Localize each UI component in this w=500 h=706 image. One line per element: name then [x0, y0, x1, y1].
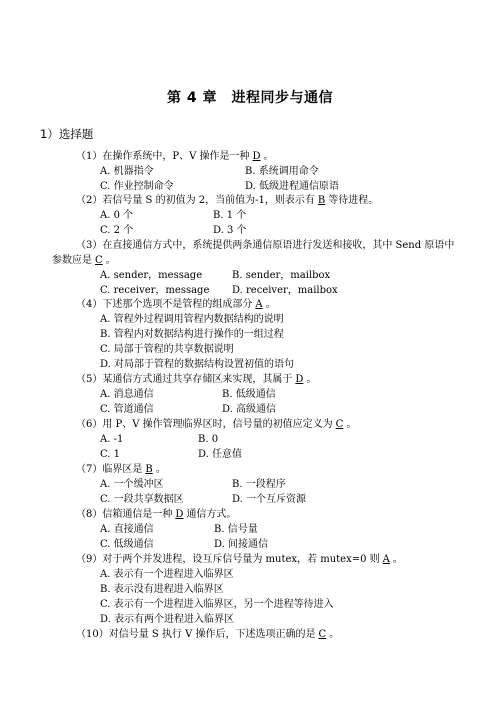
section-heading: 1）选择题 [40, 127, 94, 141]
question-9-option-b: B. 表示没有进程进入临界区 [100, 584, 224, 595]
question-1-answer: D [252, 151, 261, 162]
chapter-title: 第 4 章 进程同步与通信 [167, 90, 333, 106]
question-6-option-a: A. -1 [100, 434, 124, 445]
question-8-option-c: C. 低级通信 [100, 539, 154, 550]
question-1-option-c: C. 作业控制命令 [100, 181, 174, 192]
question-5-option-c: C. 管道通信 [100, 404, 154, 415]
question-5-option-b: B. 低级通信 [222, 389, 276, 400]
question-1-stem: （1）在操作系统中，P、V 操作是一种 D 。 [76, 151, 274, 162]
question-7-option-c: C. 一段共享数据区 [100, 494, 184, 505]
question-6-answer: C [335, 419, 344, 430]
question-9-option-a: A. 表示有一个进程进入临界区 [100, 569, 234, 580]
question-3-option-d: D. receiver，mailbox [232, 285, 338, 296]
question-2-option-d: D. 3 个 [213, 225, 247, 236]
question-9-option-d: D. 表示有两个进程进入临界区 [100, 614, 235, 625]
question-6-option-c: C. 1 [100, 449, 121, 460]
question-4-stem: （4）下述那个选项不是管程的组成部分 A 。 [76, 299, 276, 310]
question-5-option-d: D. 高级通信 [222, 404, 277, 415]
question-2-answer: B [317, 195, 326, 206]
question-7-option-d: D. 一个互斥资源 [232, 494, 307, 505]
question-4-option-a: A. 管程外过程调用管程内数据结构的说明 [100, 314, 284, 325]
question-4-option-c: C. 局部于管程的共享数据说明 [100, 344, 234, 355]
question-9-answer: A [382, 554, 390, 565]
question-1-option-a: A. 机器指令 [100, 166, 154, 177]
question-5-stem: （5）某通信方式通过共享存储区来实现，其属于 D 。 [76, 374, 317, 385]
question-6-option-b: B. 0 [198, 434, 219, 445]
question-10-stem: （10）对信号量 S 执行 V 操作后，下述选项正确的是 C 。 [76, 629, 340, 640]
question-7-option-a: A. 一个缓冲区 [100, 479, 164, 490]
question-3-answer: C [95, 255, 103, 266]
question-4-option-b: B. 管程内对数据结构进行操作的一组过程 [100, 329, 284, 340]
question-6-stem: （6）用 P、V 操作管理临界区时，信号量的初值应定义为 C 。 [76, 419, 357, 430]
question-7-answer: B [145, 464, 153, 475]
question-7-option-b: B. 一段程序 [232, 479, 286, 490]
question-5-answer: D [295, 374, 304, 385]
question-2-option-b: B. 1 个 [213, 210, 247, 221]
question-8-option-d: D. 间接通信 [214, 539, 269, 550]
question-3-stem-line2: 参数应是 C 。 [52, 255, 116, 266]
question-2-option-c: C. 2 个 [100, 225, 134, 236]
question-9-stem: （9）对于两个并发进程，设互斥信号量为 mutex，若 mutex=0 则 A 。 [76, 554, 403, 565]
question-10-answer: C [318, 629, 327, 640]
question-8-answer: D [175, 509, 184, 520]
question-7-stem: （7）临界区是 B 。 [76, 464, 166, 475]
question-4-answer: A [255, 299, 263, 310]
question-2-stem: （2）若信号量 S 的初值为 2，当前值为-1，则表示有 B 等待进程。 [76, 195, 379, 206]
question-3-option-c: C. receiver，message [100, 285, 210, 296]
question-8-option-a: A. 直接通信 [100, 524, 154, 535]
question-1-option-b: B. 系统调用命令 [245, 166, 319, 177]
question-4-option-d: D. 对局部于管程的数据结构设置初值的语句 [100, 359, 295, 370]
question-8-stem: （8）信箱通信是一种 D 通信方式。 [76, 509, 237, 520]
question-9-option-c: C. 表示有一个进程进入临界区，另一个进程等待进入 [100, 599, 334, 610]
question-8-option-b: B. 信号量 [214, 524, 258, 535]
question-3-stem-line1: （3）在直接通信方式中，系统提供两条通信原语进行发送和接收，其中 Send 原语中 [76, 240, 455, 251]
question-1-option-d: D. 低级进程通信原语 [245, 181, 340, 192]
question-3-option-a: A. sender，message [100, 270, 203, 281]
question-2-option-a: A. 0 个 [100, 210, 134, 221]
question-5-option-a: A. 消息通信 [100, 389, 154, 400]
question-6-option-d: D. 任意值 [198, 449, 243, 460]
question-3-option-b: B. sender，mailbox [232, 270, 331, 281]
